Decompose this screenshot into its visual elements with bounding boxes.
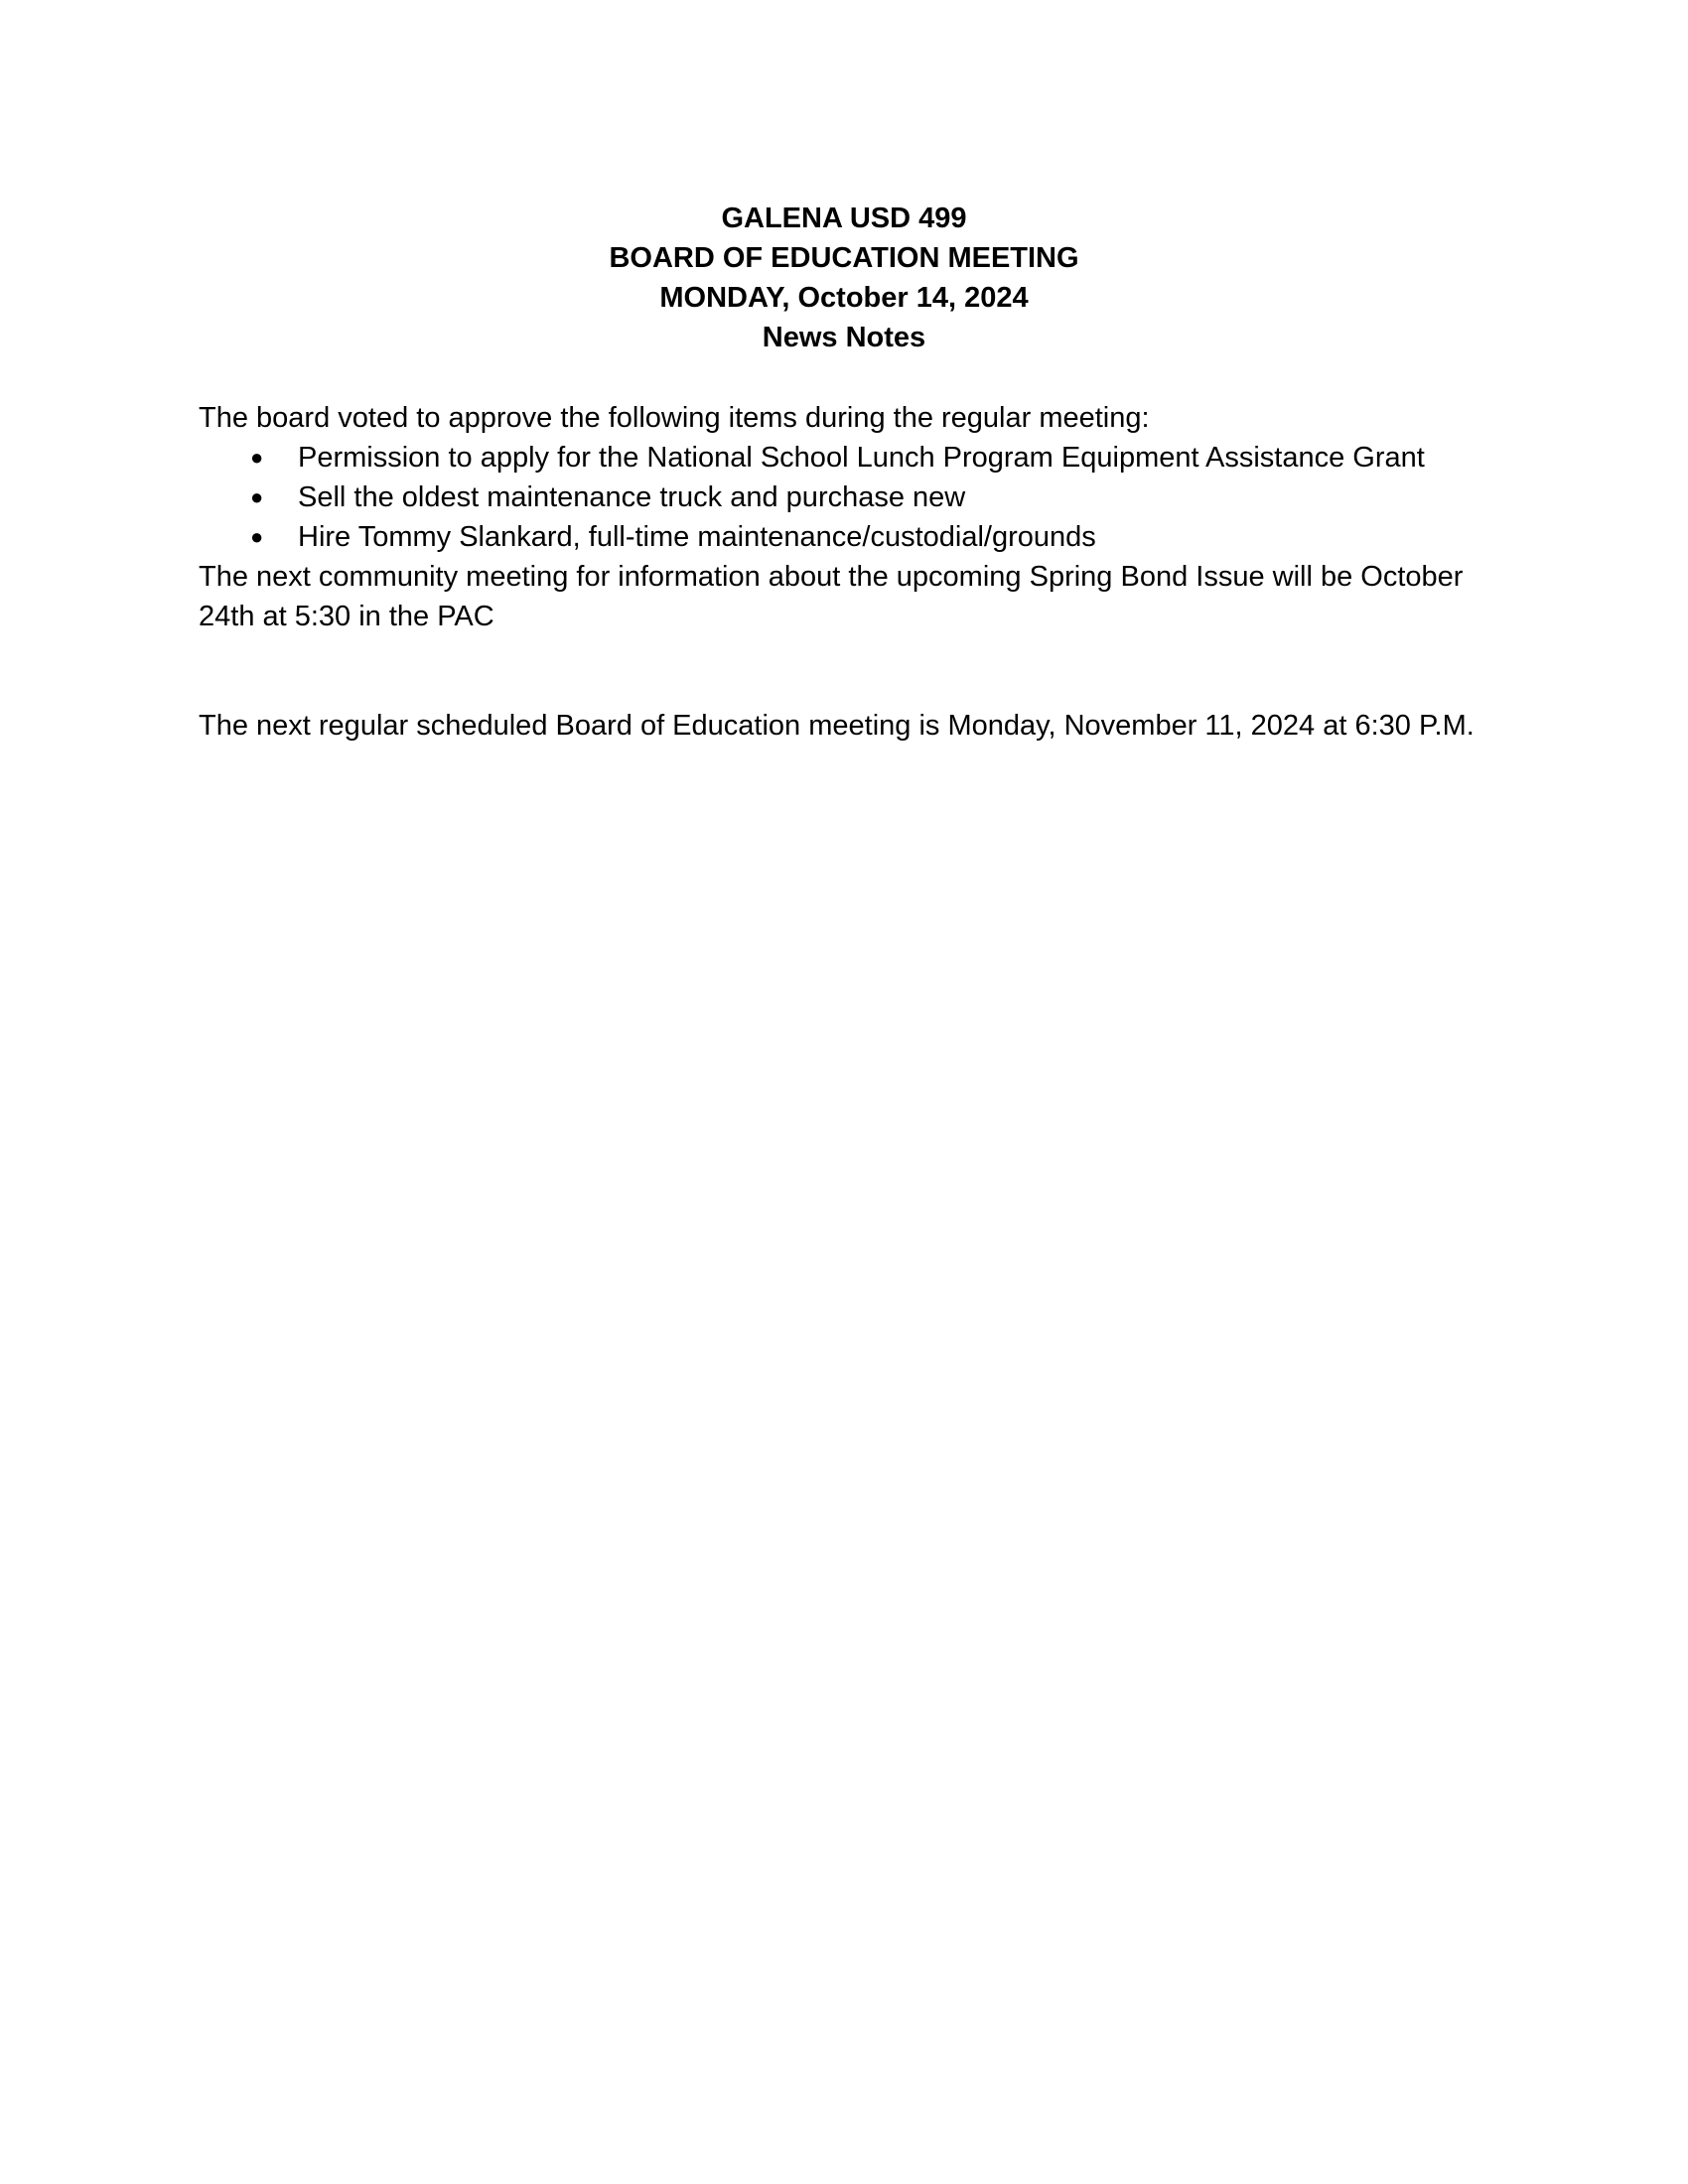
approved-items-list <box>199 438 1529 557</box>
document-header <box>0 199 1688 357</box>
list-item-text: Hire Tommy Slankard, full-time maintenance/custodial/grounds <box>298 521 1096 553</box>
list-item-text: Permission to apply for the National School Lunch Program Equipment Assistance Grant <box>298 442 1425 474</box>
meeting-date: MONDAY, October 14, 2024 <box>659 282 1029 314</box>
bullet-icon: ● <box>250 524 264 549</box>
document-subtitle: News Notes <box>762 322 926 353</box>
community-meeting-text: The next community meeting for information about the upcoming Spring Bond Issue will be October 24th at 5:30 in the PAC <box>199 561 1464 632</box>
bullet-icon: ● <box>250 484 264 509</box>
next-meeting-text: The next regular scheduled Board of Education meeting is Monday, November 11, 2024 at 6:30 P.M. <box>199 710 1475 742</box>
list-item <box>199 438 1529 478</box>
intro-text: The board voted to approve the following items during the regular meeting: <box>199 402 1150 434</box>
approved-items-section <box>199 398 1529 636</box>
list-item <box>199 517 1529 557</box>
meeting-title: BOARD OF EDUCATION MEETING <box>609 242 1079 274</box>
bullet-icon: ● <box>250 445 264 470</box>
list-item-text: Sell the oldest maintenance truck and purchase new <box>298 481 966 513</box>
list-item <box>199 478 1529 517</box>
district-name: GALENA USD 499 <box>721 203 967 234</box>
